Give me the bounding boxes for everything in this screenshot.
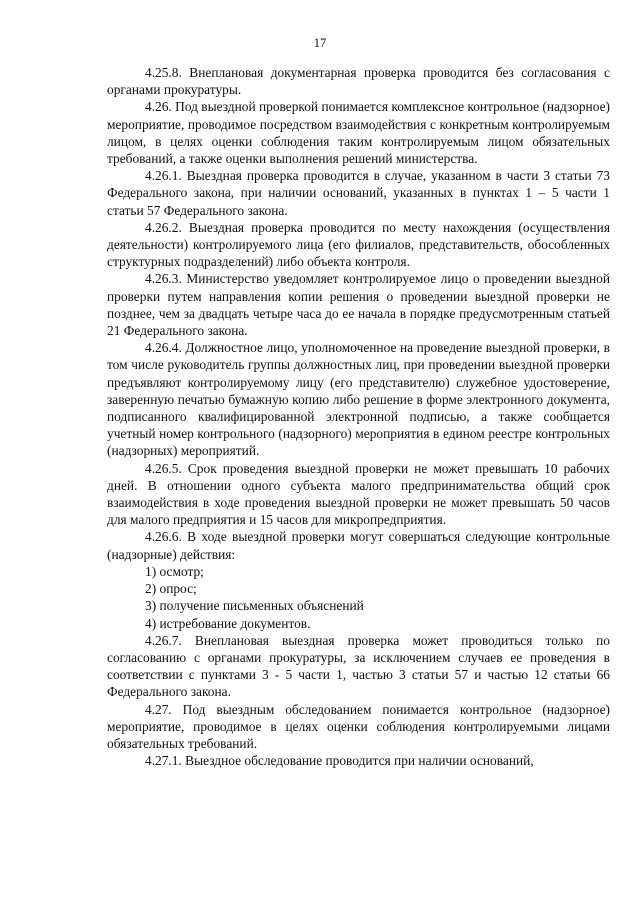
paragraph-4-26: 4.26. Под выездной проверкой понимается комплексное контрольное (надзорное) мероприятие, проводимое посредством взаимодействия с конкретным контролируемым лицом, в целях оценки соблюдения таким контролируемым лицом обязательных требований, а также оценки выполнения решений министерства. — [107, 99, 610, 167]
paragraph-4-26-2: 4.26.2. Выездная проверка проводится по месту нахождения (осуществления деятельности) контролируемого лица (его филиалов, представительств, обособленных структурных подразделений) либо объекта контроля. — [107, 219, 610, 270]
paragraph-4-26-1: 4.26.1. Выездная проверка проводится в случае, указанном в части 3 статьи 73 Федерального закона, при наличии оснований, указанных в пунктах 1 – 5 части 1 статьи 57 Федерального закона. — [107, 168, 610, 218]
list-item: 1) осмотр; — [145, 563, 204, 579]
list-item: 4) истребование документов. — [145, 615, 311, 631]
paragraph-4-26-5: 4.26.5. Срок проведения выездной проверки не может превышать 10 рабочих дней. В отношении одного субъекта малого предпринимательства общий срок взаимодействия в ходе проведения выездной проверки не может превышать 50 часов для малого предприятия и 15 часов для микропредприятия. — [107, 460, 610, 528]
paragraph-4-25-8: 4.25.8. Внеплановая документарная проверка проводится без согласования с органами прокуратуры. — [107, 65, 610, 98]
paragraph-4-26-3: 4.26.3. Министерство уведомляет контролируемое лицо о проведении выездной проверки путем направления копии решения о проведении выездной проверки не позднее, чем за двадцать четыре часа до ее начала в порядке предусмотренным статьей 21 Федерального закона. — [107, 271, 610, 339]
document-body — [107, 64, 610, 769]
paragraph-4-27-1: 4.27.1. Выездное обследование проводится при наличии оснований, — [145, 753, 534, 769]
paragraph-4-26-7: 4.26.7. Внеплановая выездная проверка может проводиться только по согласованию с органами прокуратуры, за исключением случаев ее проведения в соответствии с пунктами 3 - 5 части 1, частью 3 статьи 57 и частью 12 статьи 66 Федерального закона. — [107, 632, 610, 700]
list-item: 2) опрос; — [145, 581, 197, 597]
paragraph-4-26-4: 4.26.4. Должностное лицо, уполномоченное на проведение выездной проверки, в том числе руководитель группы должностных лиц, при проведении выездной проверки предъявляют контролируемому лицу (его представителю) служебное удостоверение, заверенную печатью бумажную копию либо решение в форме электронного документа, подписанного квалифицированной электронной подписью, а также сообщается учетный номер контрольного (надзорного) мероприятия в едином реестре контрольных (надзорных) мероприятий. — [107, 340, 610, 459]
page-number: 17 — [313, 36, 327, 50]
paragraph-4-26-6: 4.26.6. В ходе выездной проверки могут совершаться следующие контрольные (надзорные) действия: — [107, 529, 610, 562]
paragraph-4-27: 4.27. Под выездным обследованием понимается контрольное (надзорное) мероприятие, проводимое в целях оценки соблюдения контролируемыми лицами обязательных требований. — [107, 701, 610, 751]
list-item: 3) получение письменных объяснений — [145, 598, 364, 614]
